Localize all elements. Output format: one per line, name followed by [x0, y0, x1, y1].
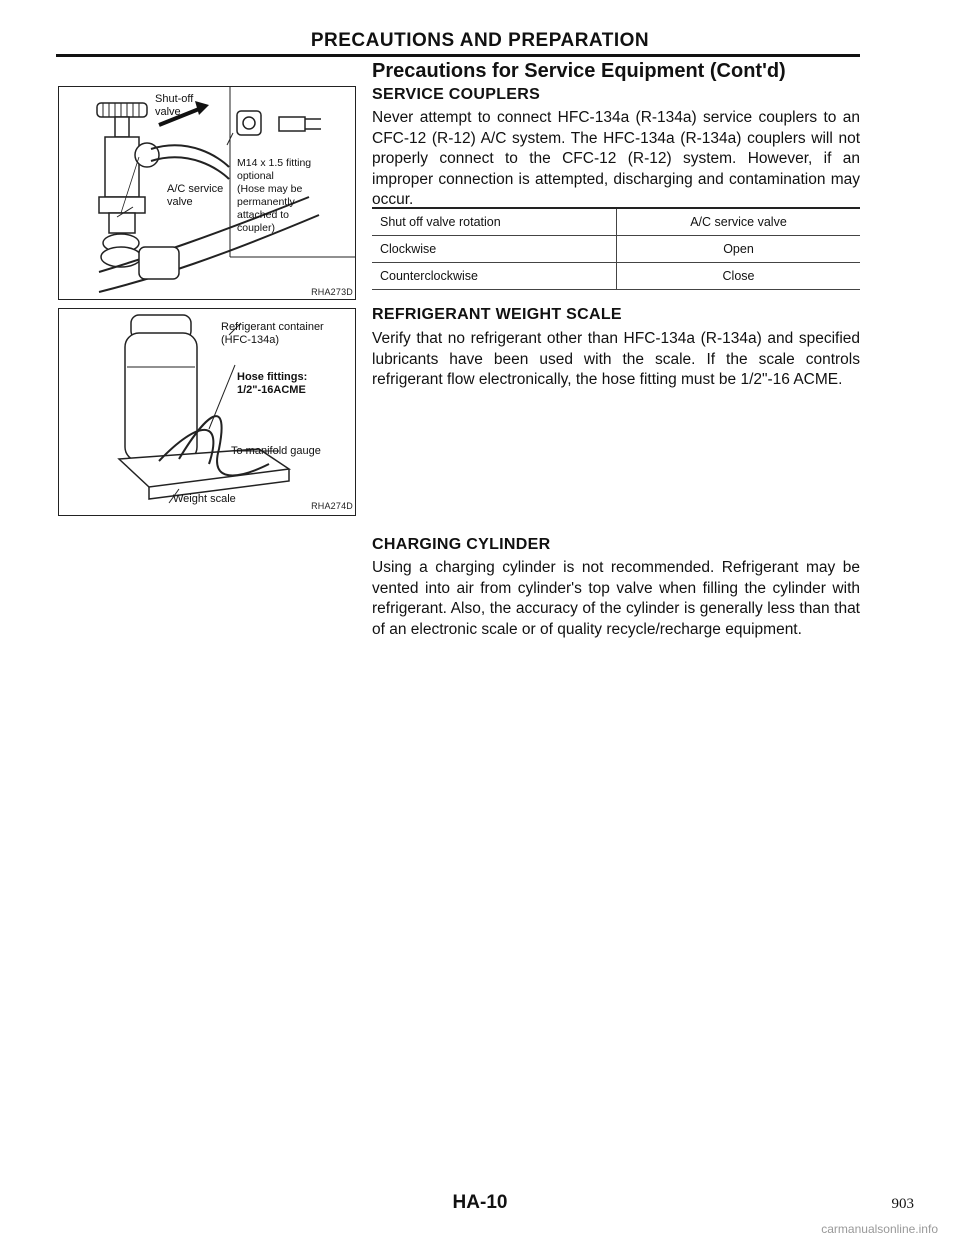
label-hose-fittings: Hose fittings: 1/2"-16ACME: [237, 371, 308, 396]
table-cell: Counterclockwise: [372, 263, 617, 290]
heading-charging-cylinder: CHARGING CYLINDER: [372, 536, 551, 553]
footer-page-number: 903: [891, 1196, 914, 1212]
label-refrigerant-container: Refrigerant container (HFC-134a): [221, 321, 324, 346]
header-rule: [56, 54, 860, 57]
table-row: [372, 236, 860, 263]
valve-rotation-table: [372, 207, 860, 290]
figure-service-coupler: [58, 86, 356, 300]
label-m14-fitting: M14 x 1.5 fitting optional (Hose may be permanently attached to coupler): [237, 157, 312, 234]
text-service-couplers: Never attempt to connect HFC-134a (R-134a) service couplers to an CFC-12 (R-12) A/C system. The HFC-134a (R-134a) couplers will not properly connect to the CFC-12 (R-12) system. However, if an improper connection is attempted, discharging and contamination may occur.: [372, 109, 860, 208]
section-title: Precautions for Service Equipment (Cont'd): [372, 60, 786, 82]
table-row: [372, 263, 860, 290]
heading-service-couplers: SERVICE COUPLERS: [372, 86, 541, 103]
figure2-code: RHA274D: [311, 501, 353, 511]
label-shutoff-valve: Shut-off valve: [155, 93, 194, 118]
table-header-row: [372, 208, 860, 236]
label-weight-scale: Weight scale: [173, 493, 236, 505]
text-weight-scale: Verify that no refrigerant other than HFC-134a (R-134a) and specified lubricants have been used with the scale. If the scale controls refrigerant flow electronically, the hose fitting must be 1/2"-16 ACME.: [372, 330, 860, 388]
figure-weight-scale: [58, 308, 356, 516]
figure1-code: RHA273D: [311, 287, 353, 297]
table-cell: Close: [617, 263, 861, 290]
table-header-cell: A/C service valve: [617, 208, 861, 236]
label-ac-service-valve: A/C service valve: [167, 183, 224, 208]
watermark: carmanualsonline.info: [821, 1222, 938, 1236]
label-manifold-gauge: To manifold gauge: [231, 445, 321, 457]
table-header-cell: Shut off valve rotation: [372, 208, 617, 236]
footer-page-code: HA-10: [452, 1192, 508, 1213]
table-cell: Open: [617, 236, 861, 263]
text-charging-cylinder: Using a charging cylinder is not recommended. Refrigerant may be vented into air from cylinder's top valve when filling the cylinder with refrigerant. Also, the accuracy of the cylinder is generally less than that of an electronic scale or of quality recycle/recharge equipment.: [372, 559, 860, 638]
page-header-title: PRECAUTIONS AND PREPARATION: [310, 30, 650, 51]
heading-weight-scale: REFRIGERANT WEIGHT SCALE: [372, 306, 622, 323]
table-cell: Clockwise: [372, 236, 617, 263]
